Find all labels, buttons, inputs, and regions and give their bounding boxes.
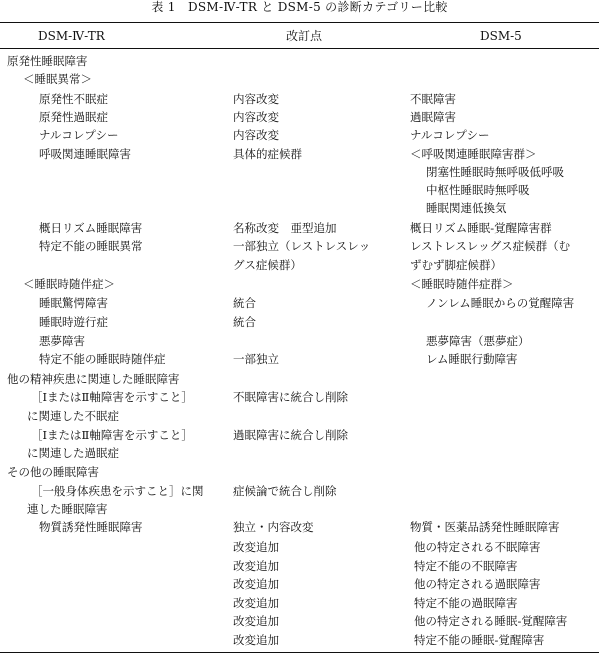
revision-cell: 内容改変 xyxy=(233,128,279,142)
dsm-5-cell: 他の特定される過眠障害 xyxy=(414,577,541,591)
dsm-5-cell: 他の特定される不眠障害 xyxy=(414,540,541,554)
revision-cell: 独立・内容改変 xyxy=(233,520,314,534)
dsm-5-cell: レストレスレッグス症候群（む xyxy=(410,239,571,253)
dsm-iv-tr-cell: 原発性過眠症 xyxy=(39,110,108,124)
dsm-iv-tr-cell: 睡眠時遊行症 xyxy=(39,315,108,329)
dsm-5-cell: ＜呼吸関連睡眠障害群＞ xyxy=(410,147,537,161)
table-caption: 表 1 DSM-Ⅳ-TR と DSM-5 の診断カテゴリー比較 xyxy=(151,0,448,14)
table-row xyxy=(0,239,599,257)
table-row xyxy=(0,183,599,201)
table-row xyxy=(0,128,599,146)
dsm-5-cell: 睡眠関連低換気 xyxy=(426,201,507,215)
dsm-iv-tr-cell: ＜睡眠時随伴症＞ xyxy=(23,277,115,291)
revision-cell: 改変追加 xyxy=(233,614,279,628)
dsm-5-cell: 特定不能の不眠障害 xyxy=(414,559,518,573)
dsm-iv-tr-cell: 特定不能の睡眠時随伴症 xyxy=(39,352,166,366)
table-row xyxy=(0,428,599,446)
dsm-iv-tr-cell: 特定不能の睡眠異常 xyxy=(39,239,143,253)
table-row xyxy=(0,540,599,558)
revision-cell: 一部独立 xyxy=(233,352,279,366)
table-row xyxy=(0,390,599,408)
revision-cell: 改変追加 xyxy=(233,540,279,554)
table-row xyxy=(0,614,599,632)
dsm-5-cell: 悪夢障害（悪夢症） xyxy=(426,334,530,348)
revision-cell: 内容改変 xyxy=(233,110,279,124)
dsm-iv-tr-cell: に関連した不眠症 xyxy=(27,409,119,423)
revision-cell: 症候論で統合し削除 xyxy=(233,484,337,498)
header-dsm-5: DSM-5 xyxy=(480,29,522,43)
table-top-rule xyxy=(0,22,599,23)
revision-cell: 過眠障害に統合し削除 xyxy=(233,428,348,442)
table-row xyxy=(0,596,599,614)
table-row xyxy=(0,446,599,464)
table-row xyxy=(0,110,599,128)
dsm-iv-tr-cell: 睡眠驚愕障害 xyxy=(39,296,108,310)
dsm-iv-tr-cell: 原発性不眠症 xyxy=(39,92,108,106)
dsm-5-cell: 特定不能の睡眠-覚醒障害 xyxy=(414,633,545,647)
dsm-iv-tr-cell: 原発性睡眠障害 xyxy=(7,54,88,68)
table-row xyxy=(0,577,599,595)
dsm-5-cell: 不眠障害 xyxy=(410,92,456,106)
table-row xyxy=(0,520,599,538)
table-row xyxy=(0,296,599,314)
dsm-iv-tr-cell: 物質誘発性睡眠障害 xyxy=(39,520,143,534)
revision-cell: 一部独立（レストレスレッ xyxy=(233,239,371,253)
dsm-iv-tr-cell: に関連した過眠症 xyxy=(27,446,119,460)
dsm-iv-tr-cell: 概日リズム睡眠障害 xyxy=(39,221,143,235)
revision-cell: 内容改変 xyxy=(233,92,279,106)
dsm-iv-tr-cell: 連した睡眠障害 xyxy=(27,502,108,516)
table-row xyxy=(0,559,599,577)
dsm-iv-tr-cell: 悪夢障害 xyxy=(39,334,85,348)
table-row xyxy=(0,315,599,333)
revision-cell: 改変追加 xyxy=(233,577,279,591)
table-row xyxy=(0,484,599,502)
revision-cell: 改変追加 xyxy=(233,633,279,647)
dsm-5-cell: ナルコレプシー xyxy=(410,128,490,142)
table-row xyxy=(0,277,599,295)
table-row xyxy=(0,372,599,390)
table-row xyxy=(0,165,599,183)
table-row xyxy=(0,465,599,483)
dsm-5-cell: 特定不能の過眠障害 xyxy=(414,596,518,610)
revision-cell: 統合 xyxy=(233,315,256,329)
dsm-5-cell: レム睡眠行動障害 xyxy=(426,352,518,366)
table-row xyxy=(0,54,599,72)
table-row xyxy=(0,502,599,520)
revision-cell: 名称改変 亜型追加 xyxy=(233,221,337,235)
header-rule xyxy=(0,48,599,49)
dsm-5-cell: 過眠障害 xyxy=(410,110,456,124)
table-row xyxy=(0,201,599,219)
table-row xyxy=(0,147,599,165)
dsm-5-cell: 閉塞性睡眠時無呼吸低呼吸 xyxy=(426,165,564,179)
table-bottom-rule xyxy=(0,652,599,653)
dsm-5-cell: 中枢性睡眠時無呼吸 xyxy=(426,183,530,197)
dsm-iv-tr-cell: その他の睡眠障害 xyxy=(7,465,99,479)
dsm-iv-tr-cell: ［一般身体疾患を示すこと］に関 xyxy=(31,484,204,498)
table-row xyxy=(0,221,599,239)
revision-cell: グス症候群） xyxy=(233,258,302,272)
dsm-iv-tr-cell: 他の精神疾患に関連した睡眠障害 xyxy=(7,372,180,386)
revision-cell: 統合 xyxy=(233,296,256,310)
table-row xyxy=(0,633,599,651)
table-row xyxy=(0,334,599,352)
dsm-5-cell: 物質・医薬品誘発性睡眠障害 xyxy=(410,520,560,534)
dsm-iv-tr-cell: ＜睡眠異常＞ xyxy=(23,72,92,86)
header-dsm-iv-tr: DSM-Ⅳ-TR xyxy=(38,29,105,43)
revision-cell: 具体的症候群 xyxy=(233,147,302,161)
table-row xyxy=(0,92,599,110)
revision-cell: 改変追加 xyxy=(233,596,279,610)
dsm-5-cell: 他の特定される睡眠-覚醒障害 xyxy=(414,614,568,628)
dsm-iv-tr-cell: 呼吸関連睡眠障害 xyxy=(39,147,131,161)
dsm-5-cell: ＜睡眠時随伴症群＞ xyxy=(410,277,514,291)
table-row xyxy=(0,258,599,276)
header-revision-points: 改訂点 xyxy=(286,29,323,43)
table-row xyxy=(0,352,599,370)
revision-cell: 改変追加 xyxy=(233,559,279,573)
dsm-iv-tr-cell: ［ⅠまたはⅡ軸障害を示すこと］ xyxy=(31,390,193,404)
dsm-iv-tr-cell: ナルコレプシー xyxy=(39,128,119,142)
table-row xyxy=(0,72,599,90)
dsm-iv-tr-cell: ［ⅠまたはⅡ軸障害を示すこと］ xyxy=(31,428,193,442)
dsm-5-cell: ノンレム睡眠からの覚醒障害 xyxy=(426,296,575,310)
dsm-5-cell: 概日リズム睡眠-覚醒障害群 xyxy=(410,221,552,235)
table-row xyxy=(0,409,599,427)
dsm-5-cell: ずむず脚症候群） xyxy=(410,258,502,272)
revision-cell: 不眠障害に統合し削除 xyxy=(233,390,348,404)
